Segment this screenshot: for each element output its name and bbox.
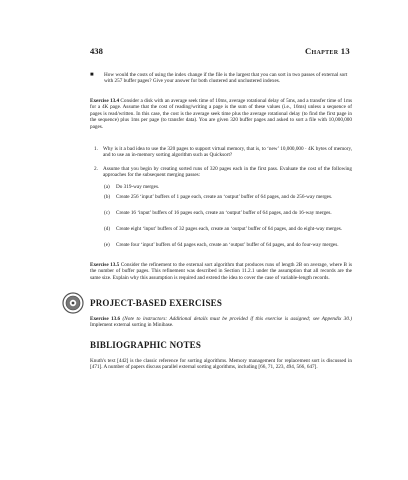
sub-label: (c) (104, 210, 110, 216)
exercise-text: Consider the refinement to the external sort algorithm that produces runs of length 2B on average, where B is the number of buffer pages. This refinement was described in Section 11.2.1 under the assumption that all records are the same size. Explain why this assumption is required and extend the idea to cover the case of variable-length records. (90, 262, 353, 281)
enum-number: 1. (94, 146, 98, 152)
exercise-note: (Note to instructors: Additional details must be provided if this exercise is assigned; see Appendix 30.) (122, 316, 352, 322)
sub-text: Create 256 ‘input’ buffers of 1 page each, create an ‘output’ buffer of 64 pages, and do 256-way merges. (116, 194, 333, 200)
exercise-text: Consider a disk with an average seek time of 10ms, average rotational delay of 5ms, and a transfer time of 1ms for a 4K page. Assume that the cost of reading/writing a page is the sum of these values (i.e., 16ms) unless a sequence of pages is read/written. In this case, the cost is the average seek time plus the average rotational delay (to find the first page in the sequence) plus 1ms per page (to transfer data). You are given 320 buffer pages and asked to sort a file with 10,000,000 pages. (90, 98, 352, 130)
sub-text: Create 16 ‘input’ buffers of 16 pages each, create an ‘output’ buffer of 64 pages, and do 16-way merges. (116, 210, 332, 216)
exercise-text: Implement external sorting in Minibase. (90, 322, 174, 329)
sub-item-a (104, 184, 350, 190)
project-seal-icon (62, 292, 84, 314)
enum-text: Why is it a bad idea to use the 320 pages to support virtual memory, that is, to ‘new’ 10,000,000 · 4K bytes of memory, and to use an in-memory sorting algorithm such as Quicksort? (103, 146, 352, 159)
biblio-text: Knuth's text [442] is the classic reference for sorting algorithms. Memory management for replacement sort is discussed in [471]. A number of papers discuss parallel external sorting algorithms, including [66, 71, 223, 494, 566, 647]. (90, 358, 352, 371)
enum-text: Assume that you begin by creating sorted runs of 320 pages each in the first pass. Evaluate the cost of the following approaches for the subsequent merging passes: (103, 166, 352, 179)
exercise-13-5 (90, 262, 352, 281)
sub-text: Create four ‘input’ buffers of 64 pages each, create an ‘output’ buffer of 64 pages, and do four-way merges. (116, 242, 339, 248)
sub-item-c (104, 210, 350, 216)
exercise-label: Exercise 13.5 (90, 262, 120, 268)
project-section-title: PROJECT-BASED EXERCISES (90, 298, 223, 308)
sub-item-b (104, 194, 350, 200)
sub-label: (b) (104, 194, 111, 200)
sub-item-d (104, 226, 350, 232)
sub-text: Create eight ‘input’ buffers of 32 pages each, create an ‘output’ buffer of 64 pages, and do eight-way merges. (116, 226, 343, 232)
exercise-13-6 (90, 316, 352, 329)
bullet-question (90, 72, 352, 85)
page-number: 438 (90, 46, 103, 56)
exercise-13-4 (90, 98, 352, 130)
bullet-icon: ■ (90, 72, 94, 78)
sub-label: (e) (104, 242, 110, 248)
exercise-label: Exercise 13.4 (90, 98, 120, 104)
biblio-section-title: BIBLIOGRAPHIC NOTES (90, 340, 202, 350)
enum-item-1 (94, 146, 352, 159)
chapter-title: Chapter 13 (305, 46, 350, 56)
sub-text: Do 319-way merges. (116, 184, 160, 190)
sub-item-e (104, 242, 350, 248)
bullet-text: How would the costs of using the index change if the file is the largest that you can sort in two passes of external sort with 257 buffer pages? Give your answer for both clustered and unclustered indexes. (104, 72, 348, 85)
sub-label: (a) (104, 184, 110, 190)
exercise-label: Exercise 13.6 (90, 316, 121, 322)
enum-item-2 (94, 166, 352, 179)
page-header (90, 46, 350, 58)
sub-label: (d) (104, 226, 111, 232)
enum-number: 2. (94, 166, 98, 172)
